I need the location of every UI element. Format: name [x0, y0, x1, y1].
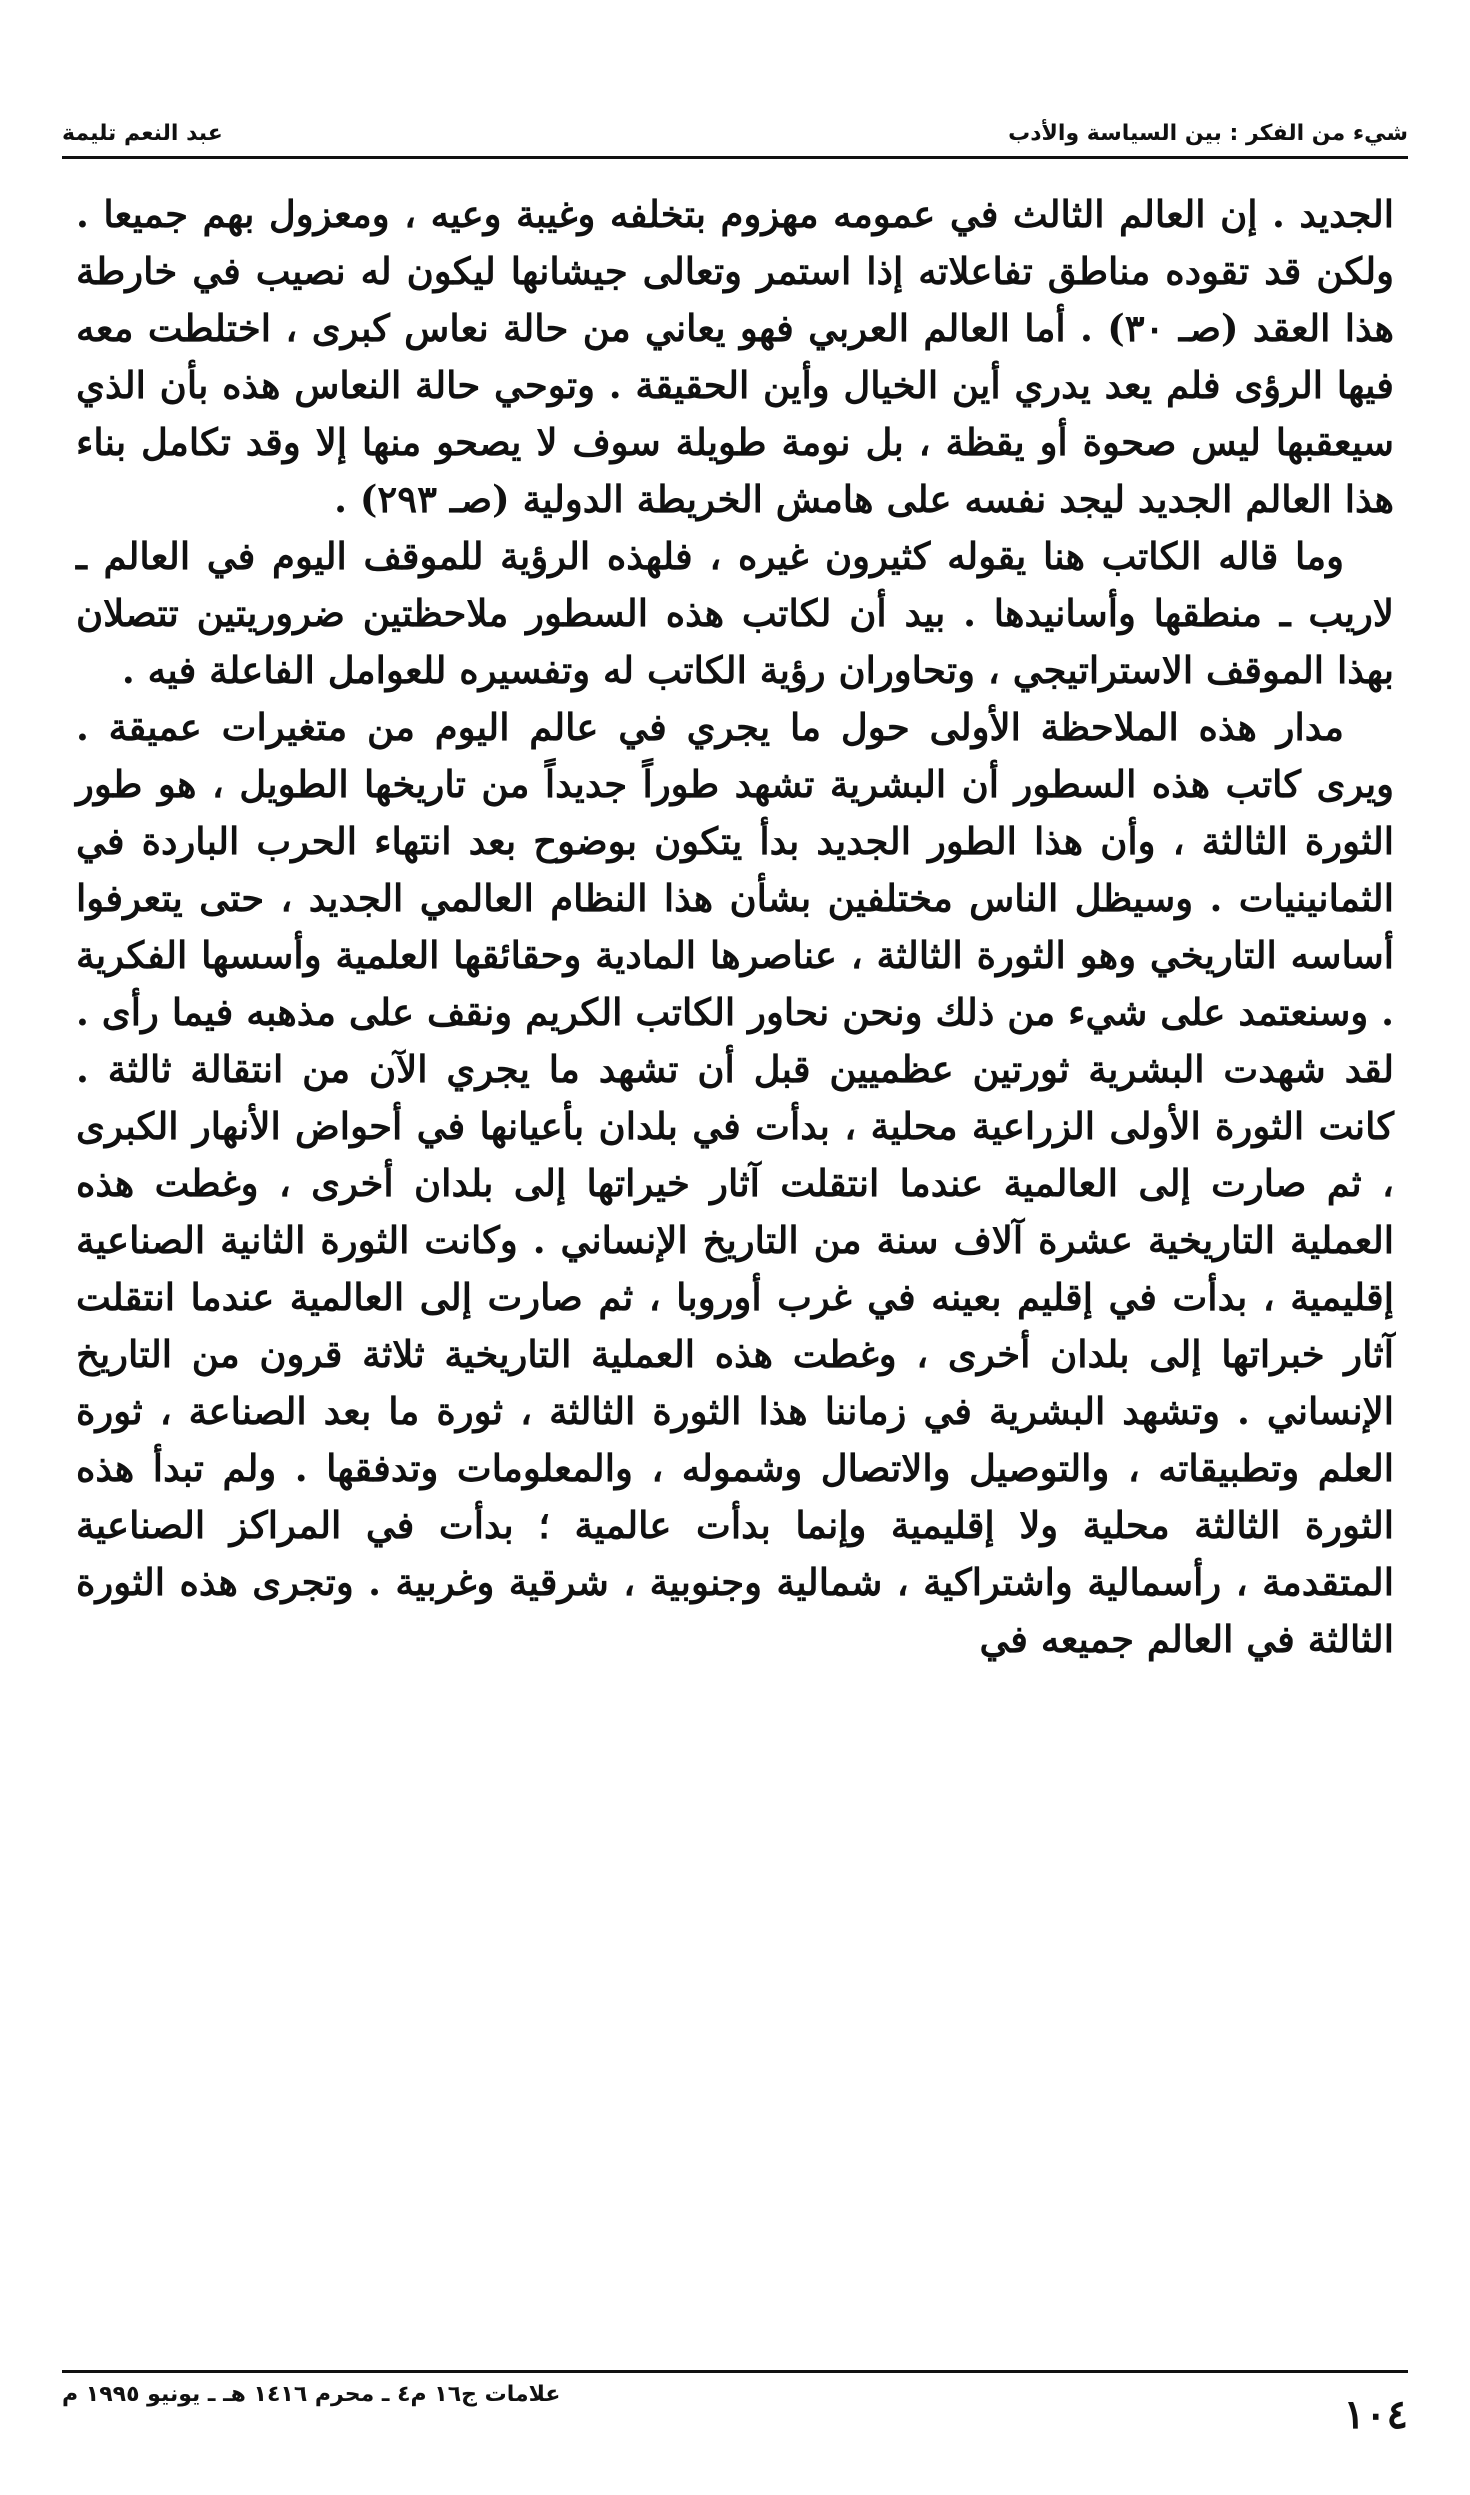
footer-divider — [62, 2370, 1408, 2373]
article-body — [76, 186, 1394, 1668]
paragraph-3: مدار هذه الملاحظة الأولى حول ما يجري في عالم اليوم من متغيرات عميقة . ويرى كاتب هذه السطور أن البشرية تشهد طوراً جديداً من تاريخها الطويل ، هو طور الثورة الثالثة ، وأن هذا الطور الجديد بدأ يتكون بوضوح بعد انتهاء الحرب الباردة في الثمانينيات . وسيظل الناس مختلفين بشأن هذا النظام العالمي الجديد ، حتى يتعرفوا أساسه التاريخي وهو الثورة الثالثة ، عناصرها المادية وحقائقها العلمية وأسسها الفكرية . وسنعتمد على شيء من ذلك ونحن نحاور الكاتب الكريم ونقف على مذهبه فيما رأى . لقد شهدت البشرية ثورتين عظميين قبل أن تشهد ما يجري الآن من انتقالة ثالثة . كانت الثورة الأولى الزراعية محلية ، بدأت في بلدان بأعيانها في أحواض الأنهار الكبرى ، ثم صارت إلى العالمية عندما انتقلت آثار خيراتها إلى بلدان أخرى ، وغطت هذه العملية التاريخية عشرة آلاف سنة من التاريخ الإنساني . وكانت الثورة الثانية الصناعية إقليمية ، بدأت في إقليم بعينه في غرب أوروبا ، ثم صارت إلى العالمية عندما انتقلت آثار خبراتها إلى بلدان أخرى ، وغطت هذه العملية التاريخية ثلاثة قرون من التاريخ الإنساني . وتشهد البشرية في زماننا هذا الثورة الثالثة ، ثورة ما بعد الصناعة ، ثورة العلم وتطبيقاته ، والتوصيل والاتصال وشموله ، والمعلومات وتدفقها . ولم تبدأ هذه الثورة الثالثة محلية ولا إقليمية وإنما بدأت عالمية ؛ بدأت في المراكز الصناعية المتقدمة ، رأسمالية واشتراكية ، شمالية وجنوبية ، شرقية وغربية . وتجرى هذه الثورة الثالثة في العالم جميعه في — [76, 705, 1394, 1661]
paragraph-1: الجديد . إن العالم الثالث في عمومه مهزوم بتخلفه وغيبة وعيه ، ومعزول بهم جميعا . ولكن قد تقوده مناطق تفاعلاته إذا استمر وتعالى جيشانها ليكون له نصيب في خارطة هذا العقد (صـ ٣٠) . أما العالم العربي فهو يعاني من حالة نعاس كبرى ، اختلطت معه فيها الرؤى فلم يعد يدري أين الخيال وأين الحقيقة . وتوحي حالة النعاس هذه بأن الذي سيعقبها ليس صحوة أو يقظة ، بل نومة طويلة سوف لا يصحو منها إلا وقد تكامل بناء هذا العالم الجديد ليجد نفسه على هامش الخريطة الدولية (صـ ٢٩٣) . — [76, 192, 1394, 521]
paragraph-2: وما قاله الكاتب هنا يقوله كثيرون غيره ، فلهذه الرؤية للموقف اليوم في العالم ـ لاريب ـ منطقها وأسانيدها . بيد أن لكاتب هذه السطور ملاحظتين ضروريتين تتصلان بهذا الموقف الاستراتيجي ، وتحاوران رؤية الكاتب له وتفسيره للعوامل الفاعلة فيه . — [76, 534, 1394, 692]
journal-issue-info: علامات ج١٦ م٤ ـ محرم ١٤١٦ هـ ـ يونيو ١٩٩٥ م — [62, 2382, 561, 2407]
running-footer — [62, 2380, 1408, 2450]
author-name: عبد النعم تليمة — [62, 121, 223, 146]
running-header — [62, 96, 1408, 146]
book-title: شيء من الفكر : بين السياسة والأدب — [1008, 121, 1408, 146]
header-divider — [62, 156, 1408, 159]
page-number: ١٠٤ — [1343, 2391, 1408, 2438]
